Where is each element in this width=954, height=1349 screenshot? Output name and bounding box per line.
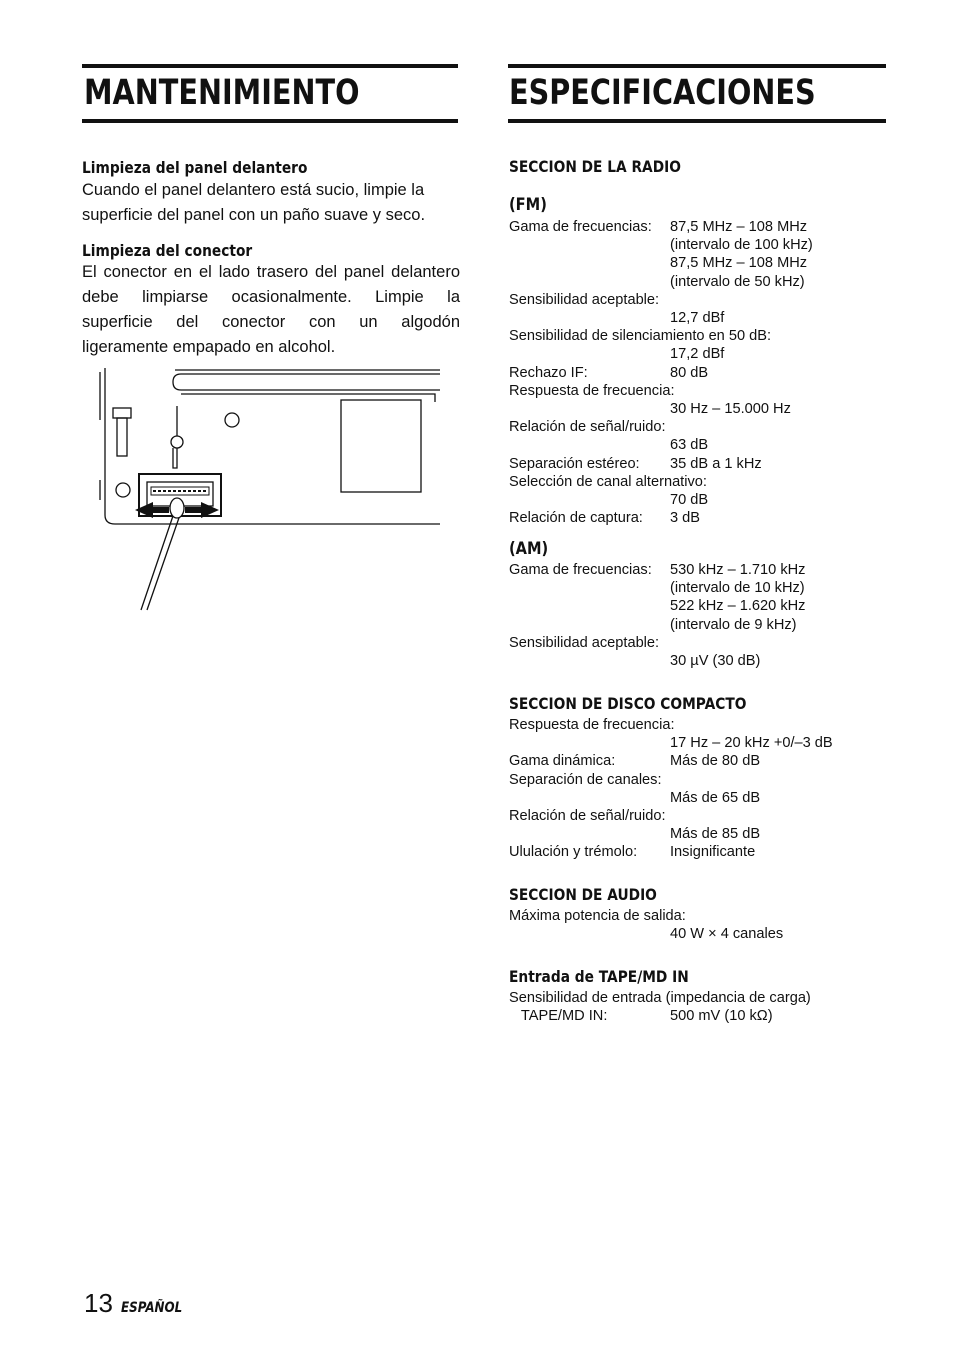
spec-value: 70 dB: [670, 492, 709, 508]
am-heading: (AM): [509, 539, 549, 559]
spec-label: Relación de señal/ruido:: [509, 419, 666, 436]
spec-label: Sensibilidad de silenciamiento en 50 dB:: [509, 328, 772, 345]
cd-spec-list: [509, 716, 889, 862]
spec-label: Gama de frecuencias:: [509, 562, 652, 578]
fm-heading: (FM): [509, 195, 547, 215]
spec-value: 63 dB: [670, 437, 709, 454]
spec-label: Gama dinámica:: [509, 753, 616, 770]
text-line: Cuando el panel delantero está sucio, limpie la: [82, 181, 425, 199]
spec-label: Rechazo IF:: [509, 364, 588, 381]
spec-label: Separación de canales:: [509, 771, 662, 788]
title-rule-bottom: [508, 119, 886, 123]
spec-value: 500 mV (10 kΩ): [670, 1008, 773, 1025]
spec-label: TAPE/MD IN:: [509, 1008, 608, 1025]
text-line: debe limpiarse ocasionalmente. Limpie la: [82, 288, 460, 306]
spec-value: 530 kHz – 1.710 kHz: [670, 562, 806, 578]
specifications-title: ESPECIFICACIONES: [509, 73, 816, 113]
tape-spec-list: [509, 989, 889, 1025]
radio-section-heading: SECCION DE LA RADIO: [509, 157, 681, 176]
page-footer: [84, 1288, 193, 1319]
text-line: El conector en el lado trasero del panel delantero: [82, 263, 460, 281]
spec-value: 12,7 dBf: [670, 310, 725, 326]
spec-value: 30 Hz – 15.000 Hz: [670, 401, 791, 417]
spec-label: Ululación y trémolo:: [509, 844, 638, 861]
spec-label: Relación de señal/ruido:: [509, 808, 666, 824]
spec-value: (intervalo de 100 kHz): [670, 237, 813, 254]
am-spec-list: [509, 561, 889, 670]
language-label: ESPAÑOL: [121, 1300, 183, 1316]
cd-section-heading: SECCION DE DISCO COMPACTO: [509, 694, 747, 713]
spec-value: Más de 65 dB: [670, 789, 761, 806]
text-line: superficie del panel con un paño suave y seco.: [82, 206, 426, 224]
text-line: ligeramente empapado en alcohol.: [82, 338, 336, 356]
text-line: superficie del conector con un algodón: [82, 313, 460, 331]
spec-value: 35 dB a 1 kHz: [670, 455, 762, 472]
spec-value: Más de 85 dB: [670, 826, 761, 843]
connector-cleaning-heading: Limpieza del conector: [82, 241, 253, 260]
audio-section-heading: SECCION DE AUDIO: [509, 885, 657, 904]
panel-cleaning-heading: Limpieza del panel delantero: [82, 158, 308, 177]
panel-cleaning-text: [82, 178, 462, 228]
spec-label: Respuesta de frecuencia:: [509, 382, 675, 399]
spec-value: 522 kHz – 1.620 kHz: [670, 598, 806, 615]
spec-label: Máxima potencia de salida:: [509, 908, 686, 924]
spec-value: 30 µV (30 dB): [670, 653, 761, 669]
spec-value: 40 W × 4 canales: [670, 926, 784, 943]
spec-value: 3 dB: [670, 510, 701, 527]
spec-value: 80 dB: [670, 364, 709, 381]
spec-value: 17,2 dBf: [670, 346, 725, 363]
spec-label: Sensibilidad aceptable:: [509, 634, 660, 651]
spec-value: 87,5 MHz – 108 MHz: [670, 219, 808, 235]
title-rule-top: [508, 64, 886, 68]
spec-value: Más de 80 dB: [670, 753, 761, 770]
fm-spec-list: [509, 218, 889, 527]
spec-value: 17 Hz – 20 kHz +0/–3 dB: [670, 735, 833, 752]
page-number: 13: [84, 1288, 113, 1318]
audio-spec-list: [509, 907, 889, 943]
spec-value: 87,5 MHz – 108 MHz: [670, 255, 808, 272]
spec-label: Sensibilidad aceptable:: [509, 291, 660, 308]
spec-value: (intervalo de 50 kHz): [670, 273, 805, 290]
title-rule-top: [82, 64, 458, 68]
spec-value: (intervalo de 9 kHz): [670, 616, 797, 633]
spec-label: Selección de canal alternativo:: [509, 473, 707, 490]
title-rule-bottom: [82, 119, 458, 123]
spec-value: (intervalo de 10 kHz): [670, 580, 805, 597]
spec-label: Gama de frecuencias:: [509, 219, 652, 235]
tape-section-heading: Entrada de TAPE/MD IN: [509, 967, 689, 986]
connector-cleaning-illustration: [95, 360, 445, 620]
maintenance-title: MANTENIMIENTO: [84, 73, 360, 113]
spec-label: Relación de captura:: [509, 510, 643, 527]
spec-label: Respuesta de frecuencia:: [509, 717, 675, 733]
spec-value: Insignificante: [670, 844, 756, 861]
spec-label: Sensibilidad de entrada (impedancia de carga): [509, 990, 811, 1006]
connector-cleaning-text: [82, 260, 460, 360]
spec-label: Separación estéreo:: [509, 455, 640, 472]
